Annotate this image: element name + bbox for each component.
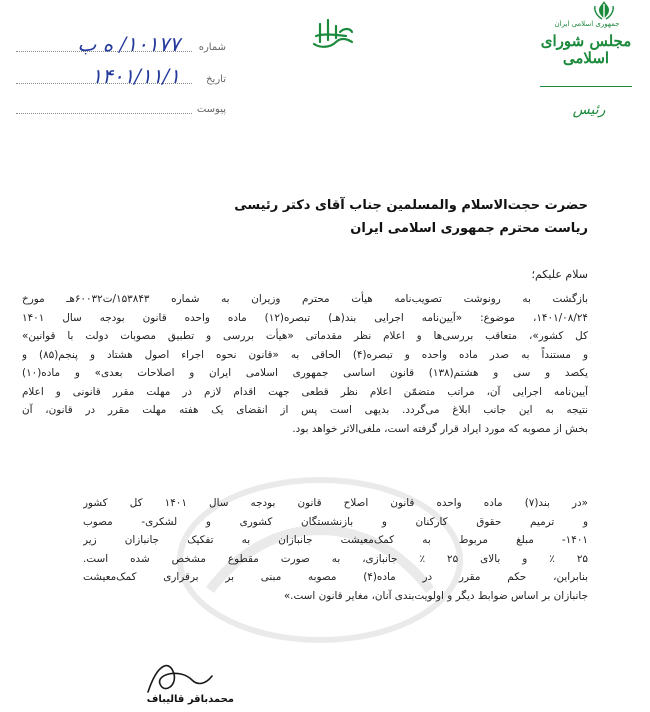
- meta-date-value: ۱۴۰۱/۱۱/۱: [91, 64, 180, 88]
- meta-number-row: [16, 32, 226, 56]
- addressee-line: حضرت حجت‌الاسلام والمسلمین جناب آقای دکتر رئیسی: [234, 198, 588, 213]
- org-name: مجلس شورای اسلامی: [540, 32, 632, 67]
- meta-date-label: تاریخ: [206, 74, 226, 85]
- quoted-ruling: [83, 494, 588, 605]
- main-paragraph: [22, 290, 588, 438]
- meta-date-row: [16, 64, 226, 88]
- ruling-line: «در بند(۷) ماده واحده قانون اصلاح قانون بودجه سال ۱۴۰۱ کل کشور: [83, 497, 588, 509]
- ruling-line: ۱۴۰۱- مبلغ مربوط به کمک‌معیشت جانبازان به تفکیک جانبازان زیر: [83, 534, 588, 546]
- addressee-title: ریاست محترم جمهوری اسلامی ایران: [350, 221, 588, 236]
- org-subtitle: جمهوری اسلامی ایران: [554, 20, 620, 28]
- meta-number-label: شماره: [198, 42, 226, 53]
- paragraph-line: نتیجه به این جانب ابلاغ می‌گردد. بدیهی است پس از انقضای یک هفته مهلت مقرر در قانون، آن: [22, 404, 588, 416]
- paragraph-line: آیین‌نامه اجرایی آن، مراتب متضمّن اعلام نظر قطعی جهت اقدام لازم در مهلت مقرر قانونی و اعلام: [22, 385, 588, 398]
- org-role: رئیس: [572, 102, 606, 118]
- meta-attachment-line: [16, 113, 192, 114]
- meta-number-value: ۱۰۱۷۷/ ه ب: [77, 32, 180, 56]
- ruling-line: جانبازان بر اساس ضوابط دیگر و اولویت‌بندی آنان، مغایر قانون است.»: [283, 589, 588, 602]
- greeting: سلام علیکم؛: [531, 268, 588, 281]
- signer-name: محمدباقر قالیباف: [146, 694, 234, 705]
- paragraph-line: کل کشور»، متعاقب بررسی‌ها و اعلام نظر مقدماتی «هیأت بررسی و تطبیق مصوبات دولت با قوانین»: [22, 330, 588, 342]
- ruling-line: بنابراین، حکم مقرر در ماده(۴) مصوبه مبنی بر برقراری کمک‌معیشت: [83, 571, 588, 583]
- paragraph-line: و مستنداً به صدر ماده واحده و تبصره(۴) الحاقی به «قانون نحوه اجراء اصول هشتاد و پنجم(۸۵) و: [22, 348, 588, 361]
- meta-attachment-row: [16, 94, 226, 118]
- ruling-line: و ترمیم حقوق کارکنان و بازنشستگان کشوری و لشکری- مصوب: [83, 515, 588, 528]
- besmeh-calligraphy: [306, 14, 358, 54]
- paragraph-line: یکصد و سی و هشتم(۱۳۸) قانون اساسی جمهوری اسلامی ایران و اصلاحات بعدی» و ماده(۱۰): [22, 367, 588, 379]
- letterhead-divider: [540, 86, 632, 87]
- paragraph-line: ۱۴۰۱/۰۸/۲۴، موضوع: «آیین‌نامه اجرایی بند(هـ) تبصره(۱۲) ماده واحده قانون بودجه سال ۱۴۰۱: [22, 311, 588, 324]
- iran-emblem-icon: [590, 0, 618, 22]
- paragraph-line: بازگشت به رونوشت تصویب‌نامه هیأت محترم وزیران به شماره ۱۵۳۸۴۳/ت۶۰۰۳۲هـ مورخ: [22, 293, 588, 305]
- ruling-line: ۲۵ ٪ و بالای ۲۵ ٪ جانبازی، به صورت مقطوع مشخص شده است.: [83, 552, 588, 565]
- meta-attachment-label: پیوست: [196, 104, 226, 115]
- paragraph-line: بخش از مصوبه که مورد ایراد قرار گرفته است، ملغی‌الاثر خواهد بود.: [292, 422, 588, 435]
